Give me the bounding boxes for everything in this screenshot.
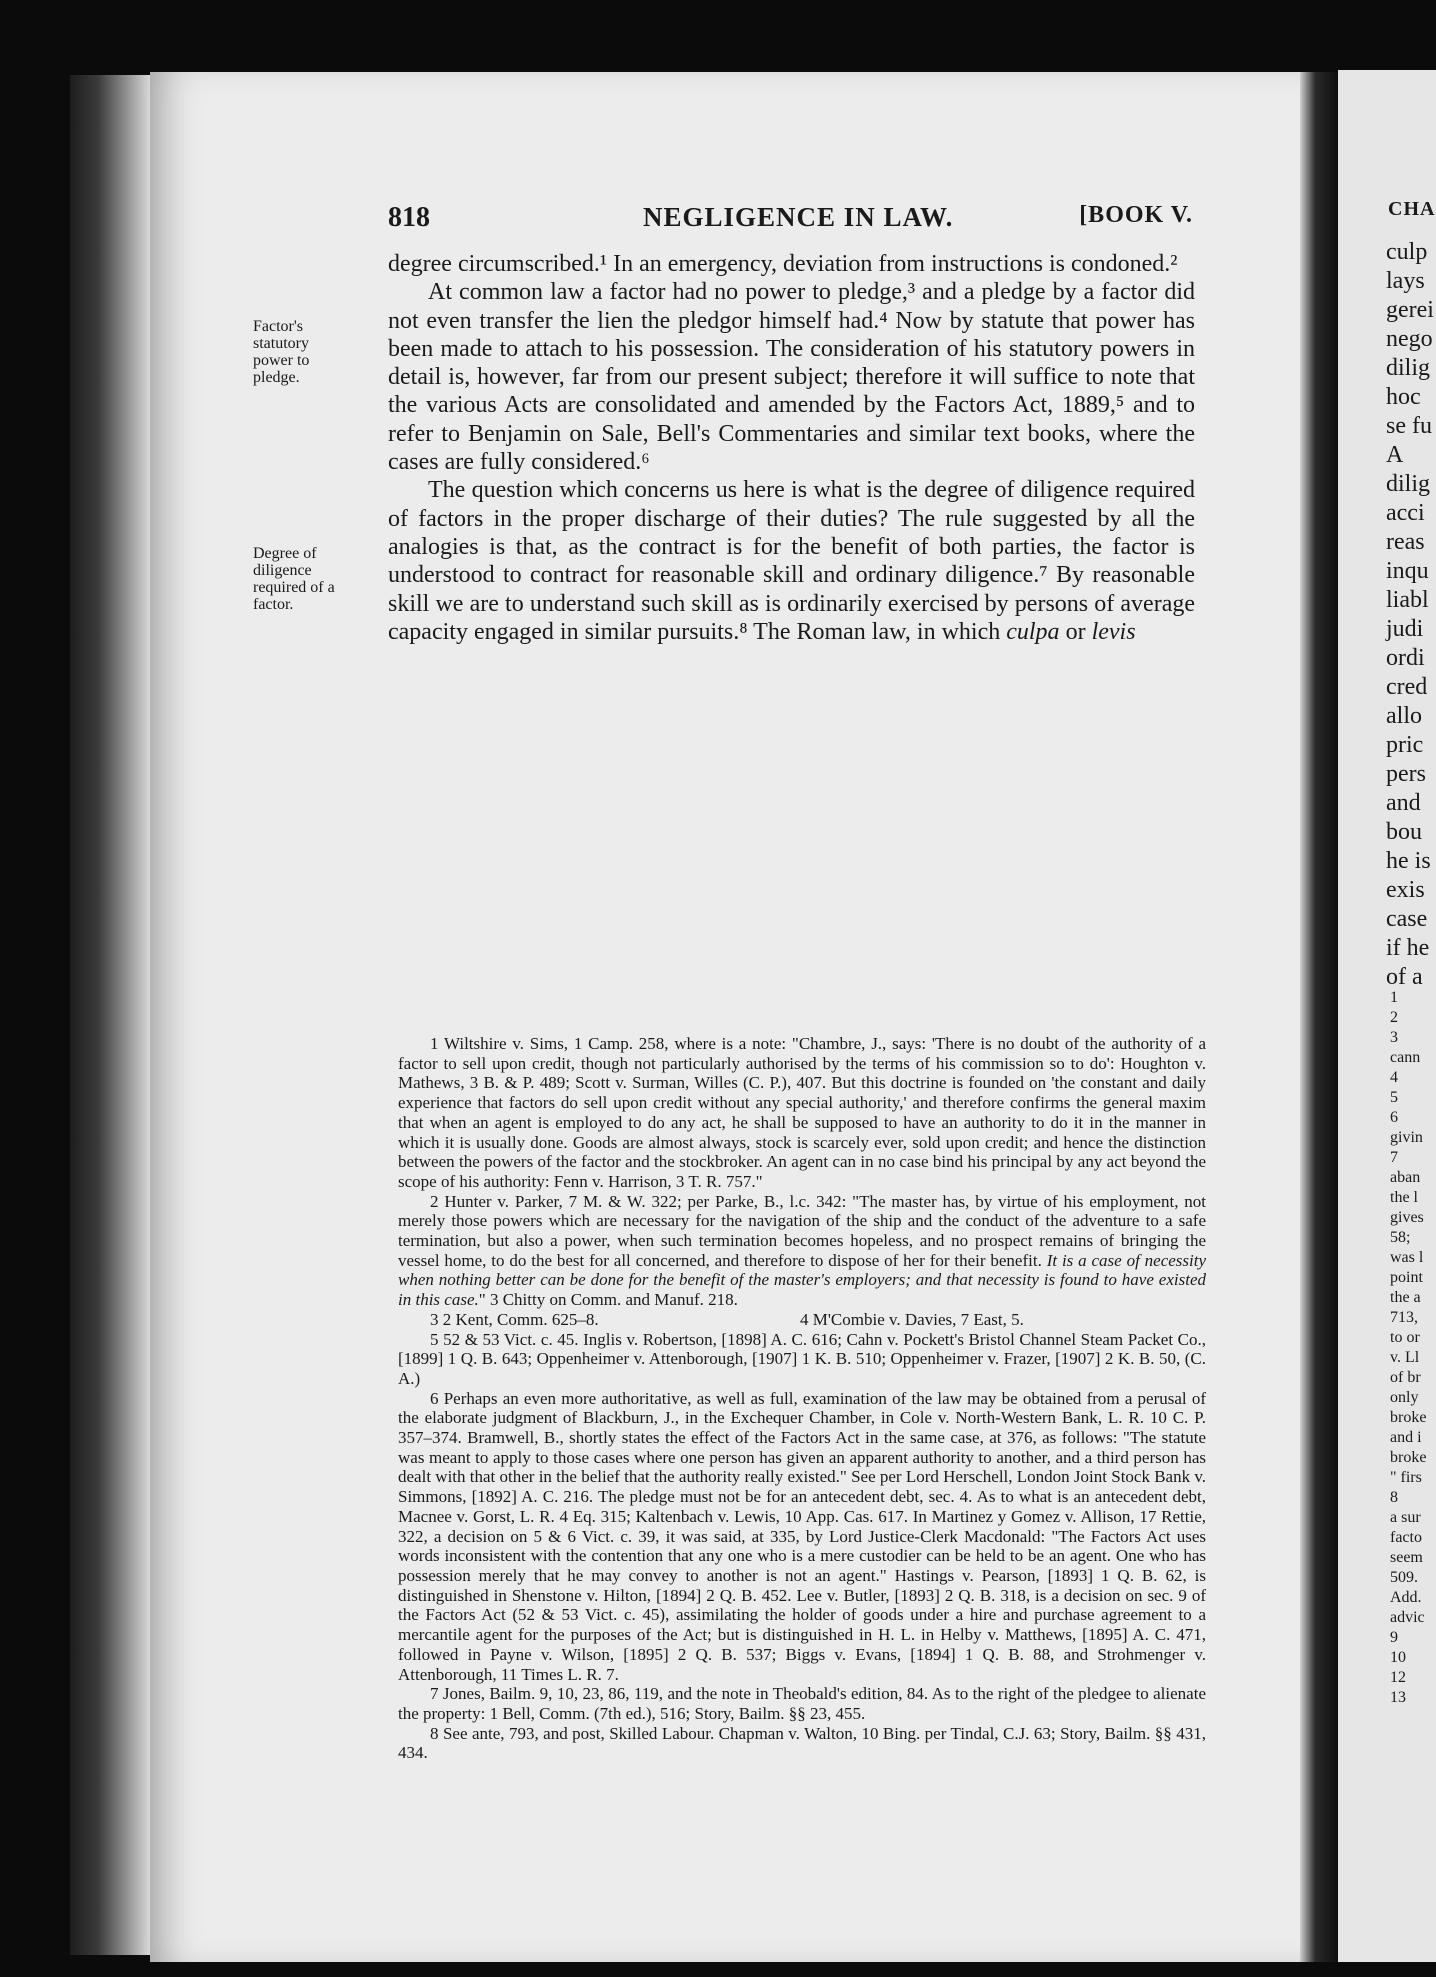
facing-line-fragment: liabl	[1386, 587, 1429, 613]
facing-line-fragment: bou	[1386, 819, 1422, 845]
facing-page	[1338, 70, 1436, 1962]
facing-line-fragment: if he	[1386, 935, 1430, 961]
facing-line-fragment: case	[1386, 906, 1428, 932]
facing-footnote-fragment: 509.	[1390, 1569, 1418, 1586]
footnote: 8 See ante, 793, and post, Skilled Labour. Chapman v. Walton, 10 Bing. per Tindal, C.J. 63; Story, Bailm. §§ 431, 434.	[398, 1723, 1206, 1763]
facing-line-fragment: culp	[1386, 239, 1428, 265]
facing-line-fragment: dilig	[1386, 471, 1431, 497]
book-label: [BOOK V.	[1079, 202, 1193, 228]
footnote: 5 52 & 53 Vict. c. 45. Inglis v. Robertson, [1898] A. C. 616; Cahn v. Pockett's Bristol Channel Steam Packet Co., [1899] 1 Q. B. 643; Oppenheimer v. Attenborough, [1907] 1 K. B. 510; Oppenheimer v. Frazer, [1907] 2 K. B. 50, (C. A.)	[398, 1329, 1206, 1388]
facing-line-fragment: judi	[1386, 616, 1424, 642]
italic-term: levis	[1091, 618, 1136, 645]
paragraph	[388, 476, 1195, 646]
facing-footnote-fragment: a sur	[1390, 1509, 1421, 1526]
facing-line-fragment: he is	[1386, 848, 1431, 874]
facing-footnote-fragment: Add.	[1390, 1589, 1422, 1606]
facing-line-fragment: cred	[1386, 674, 1428, 700]
facing-footnote-fragment: only	[1390, 1389, 1419, 1406]
paragraph-text: The question which concerns us here is what is the degree of diligence required of factors in the proper discharge of their duties? The rule suggested by all the analogies is that, as the contract is for the benefit of both parties, the factor is understood to contract for reasonable skill and ordinary diligence.⁷ By reasonable skill we are to understand such skill as is ordinarily exercised by persons of average capacity engaged in similar pursuits.⁸ The Roman law, in which	[388, 477, 1195, 645]
facing-line-fragment: and	[1386, 790, 1421, 816]
facing-line-fragment: acci	[1386, 500, 1425, 526]
facing-footnote-fragment: 713,	[1390, 1309, 1418, 1326]
footnote	[398, 1192, 1206, 1310]
facing-footnote-fragment: 13	[1390, 1689, 1406, 1706]
facing-footnote-fragment: point	[1390, 1269, 1423, 1286]
book-spine	[70, 75, 150, 1955]
facing-line-fragment: ordi	[1386, 645, 1425, 671]
facing-line-fragment: pers	[1386, 761, 1426, 787]
page-header	[388, 202, 1193, 236]
italic-term: culpa	[1006, 618, 1060, 645]
running-title: NEGLIGENCE IN LAW.	[643, 202, 954, 232]
facing-line-fragment: hoc	[1386, 384, 1421, 410]
facing-line-fragment: pric	[1386, 732, 1424, 758]
facing-footnote-fragment: and i	[1390, 1429, 1422, 1446]
facing-footnote-fragment: to or	[1390, 1329, 1420, 1346]
facing-line-fragment: A	[1386, 442, 1404, 468]
footnotes	[398, 1034, 1206, 1763]
footnote: 7 Jones, Bailm. 9, 10, 23, 86, 119, and the note in Theobald's edition, 84. As to the right of the pledgee to alienate the property: 1 Bell, Comm. (7th ed.), 516; Story, Bailm. §§ 23, 455.	[398, 1684, 1206, 1723]
paragraph-text: or	[1059, 618, 1092, 645]
main-text	[388, 250, 1195, 646]
facing-footnote-fragment: aban	[1390, 1169, 1421, 1186]
facing-footnote-fragment: 1	[1390, 989, 1398, 1006]
facing-footnote-fragment: gives	[1390, 1209, 1424, 1226]
margin-note-diligence: Degree of diligence required of a factor.	[253, 545, 335, 613]
facing-footnote-fragment: " firs	[1390, 1469, 1422, 1486]
facing-footnote-fragment: facto	[1390, 1529, 1422, 1546]
paragraph: At common law a factor had no power to pledge,³ and a pledge by a factor did not even transfer the lien the pledgor himself had.⁴ Now by statute that power has been made to attach to his possession. The consideration of his statutory powers in detail is, however, far from our present subject; therefore it will suffice to note that the various Acts are consolidated and amended by the Factors Act, 1889,⁵ and to refer to Benjamin on Sale, Bell's Commentaries and similar text books, where the cases are fully considered.⁶	[388, 279, 1195, 476]
footnote-text: " 3 Chitty on Comm. and Manuf. 218.	[478, 1290, 738, 1310]
footnote: 3 2 Kent, Comm. 625–8.	[430, 1309, 599, 1329]
facing-line-fragment: dilig	[1386, 355, 1431, 381]
footnote-pair	[398, 1310, 1206, 1330]
facing-line-fragment: reas	[1386, 529, 1425, 555]
facing-footnote-fragment: 7	[1390, 1149, 1398, 1166]
facing-footnote-fragment: was l	[1390, 1249, 1424, 1266]
facing-line-fragment: gerei	[1386, 297, 1434, 323]
facing-footnote-fragment: broke	[1390, 1409, 1427, 1426]
facing-footnote-fragment: 5	[1390, 1089, 1398, 1106]
facing-footnote-fragment: of br	[1390, 1369, 1421, 1386]
book-gutter	[1300, 72, 1338, 1962]
facing-footnote-fragment: 2	[1390, 1009, 1398, 1026]
facing-footnote-fragment: advic	[1390, 1609, 1425, 1626]
facing-line-fragment: nego	[1386, 326, 1433, 352]
facing-footnote-fragment: 10	[1390, 1649, 1406, 1666]
facing-footnote-fragment: 3	[1390, 1029, 1398, 1046]
facing-line-fragment: allo	[1386, 703, 1422, 729]
facing-line-fragment: lays	[1386, 268, 1425, 294]
footnote: 4 M'Combie v. Davies, 7 East, 5.	[800, 1309, 1024, 1329]
facing-footnote-fragment: 58;	[1390, 1229, 1411, 1246]
facing-footnote-fragment: 6	[1390, 1109, 1398, 1126]
footnote-text: 2 Hunter v. Parker, 7 M. & W. 322; per Parke, B., l.c. 342: "The master has, by virtue of his employment, not merely those powers which are necessary for the navigation of the ship and the conduct of the adventure to a safe termination, but also a power, when such termination becomes hopeless, and no prospect remains of bringing the vessel home, to do the best for all concerned, and therefore to dispose of her for their benefit.	[398, 1191, 1206, 1270]
facing-line-fragment: inqu	[1386, 558, 1429, 584]
footnote: 1 Wiltshire v. Sims, 1 Camp. 258, where is a note: "Chambre, J., says: 'There is no doubt of the authority of a factor to sell upon credit, though not particularly authorised by the terms of his commission so to do': Houghton v. Mathews, 3 B. & P. 489; Scott v. Surman, Willes (C. P.), 407. But this doctrine is founded on 'the constant and daily experience that factors do sell upon credit without any special authority,' and therefore confirms the general maxim that when an agent is employed to do any act, he shall be supposed to have an authority to do it in the manner in which it is usually done. Goods are almost always, stock is scarcely ever, sold upon credit; and hence the distinction between the powers of the factor and the stockbroker. An agent can in no case bind his principal by any act beyond the scope of his authority: Fenn v. Harrison, 3 T. R. 757."	[398, 1034, 1206, 1191]
facing-line-fragment: se fu	[1386, 413, 1432, 439]
facing-chapter-label: CHA	[1388, 198, 1436, 220]
margin-note-pledge: Factor's statutory power to pledge.	[253, 318, 310, 386]
facing-footnote-fragment: 8	[1390, 1489, 1398, 1506]
facing-footnote-fragment: cann	[1390, 1049, 1421, 1066]
footnote-italic: It is a case of necessity when nothing better can be done for the benefit of the master's employers; and that necessity is found to have existed in this case.	[398, 1250, 1207, 1310]
facing-footnote-fragment: the l	[1390, 1189, 1418, 1206]
facing-footnote-fragment: broke	[1390, 1449, 1427, 1466]
page-number: 818	[388, 202, 430, 233]
paragraph: degree circumscribed.¹ In an emergency, deviation from instructions is condoned.²	[388, 251, 1178, 277]
facing-footnote-fragment: v. Ll	[1390, 1349, 1420, 1366]
facing-footnote-fragment: 12	[1390, 1669, 1406, 1686]
facing-footnote-fragment: 9	[1390, 1629, 1398, 1646]
facing-footnote-fragment: seem	[1390, 1549, 1423, 1566]
facing-line-fragment: exis	[1386, 877, 1425, 903]
facing-footnote-fragment: 4	[1390, 1069, 1398, 1086]
facing-footnote-fragment: the a	[1390, 1289, 1421, 1306]
facing-footnote-fragment: givin	[1390, 1129, 1423, 1146]
facing-line-fragment: of a	[1386, 964, 1423, 990]
footnote: 6 Perhaps an even more authoritative, as well as full, examination of the law may be obtained from a perusal of the elaborate judgment of Blackburn, J., in the Exchequer Chamber, in Cole v. North-Western Bank, L. R. 10 C. P. 357–374. Bramwell, B., shortly states the effect of the Factors Act in the same case, at 376, as follows: "The statute was meant to apply to those cases where one person has given an apparent authority to another, and a third person has dealt with that other in the belief that the authority really existed." See per Lord Herschell, London Joint Stock Bank v. Simmons, [1892] A. C. 216. The pledge must not be for an antecedent debt, sec. 4. As to what is an antecedent debt, Macnee v. Gorst, L. R. 4 Eq. 315; Kaltenbach v. Lewis, 10 App. Cas. 617. In Martinez y Gomez v. Allison, 17 Rettie, 322, a decision on 5 & 6 Vict. c. 39, it was said, at 335, by Lord Justice-Clerk Macdonald: "The Factors Act uses words inconsistent with the contention that any one who is a mere custodier can be held to be an agent. One who has possession merely that he may convey to another is not an agent." Hastings v. Pearson, [1893] 1 Q. B. 62, is distinguished in Shenstone v. Hilton, [1894] 2 Q. B. 452. Lee v. Butler, [1893] 2 Q. B. 318, is a decision on sec. 9 of the Factors Act (52 & 53 Vict. c. 45), assimilating the holder of goods under a hire and purchase agreement to a mercantile agent for the purposes of the Act; but is distinguished in H. L. in Helby v. Matthews, [1895] A. C. 471, followed in Payne v. Wilson, [1895] 2 Q. B. 537; Biggs v. Evans, [1894] 1 Q. B. 88, and Strohmenger v. Attenborough, 11 Times L. R. 7.	[398, 1388, 1206, 1684]
